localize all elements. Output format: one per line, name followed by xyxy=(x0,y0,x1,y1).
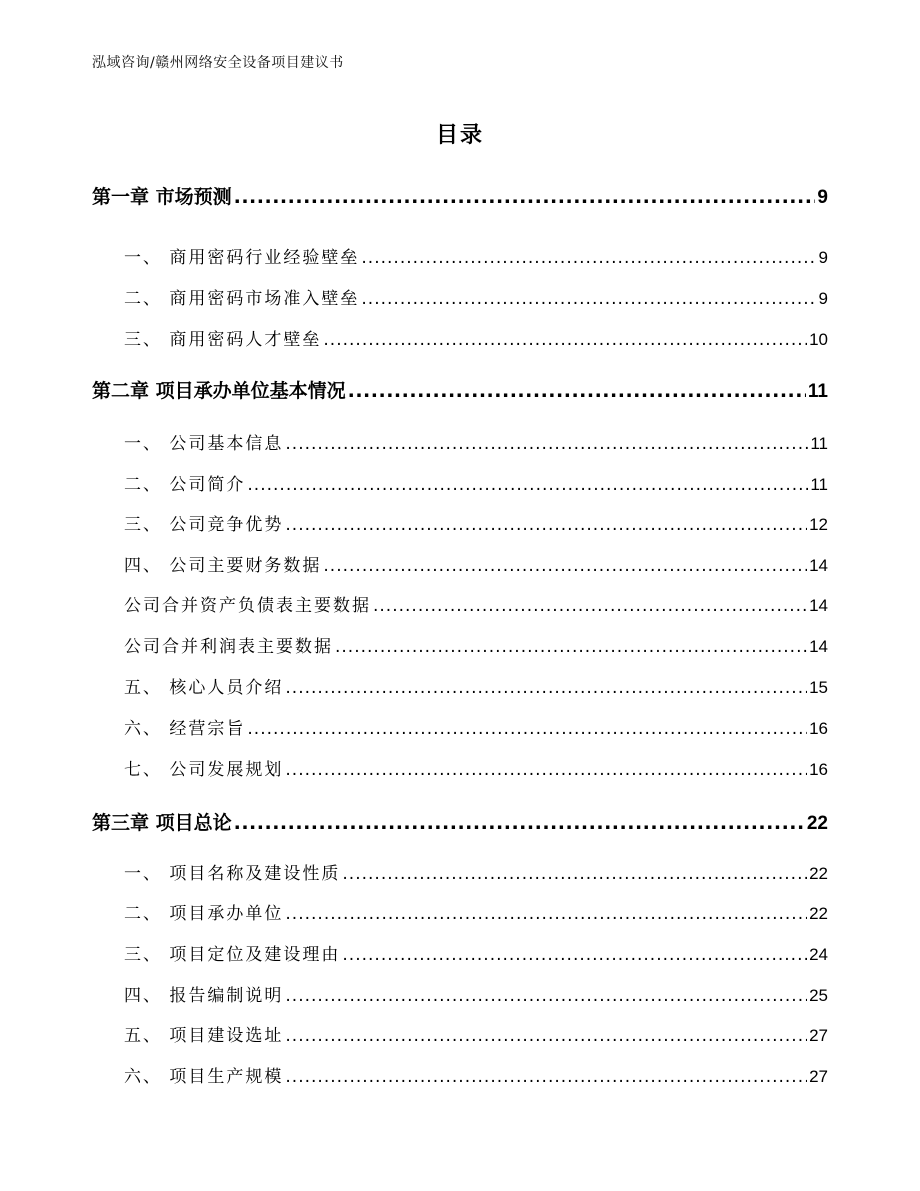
toc-page-number: 24 xyxy=(809,945,828,964)
toc-entry-label: 二、 项目承办单位 xyxy=(124,904,284,924)
toc-dot-leader xyxy=(247,715,807,743)
toc-section-entry[interactable] xyxy=(124,1063,828,1091)
toc-section-entry[interactable] xyxy=(124,674,828,702)
toc-page-number: 22 xyxy=(806,813,828,834)
toc-chapter-entry[interactable] xyxy=(92,183,828,211)
toc-dot-leader xyxy=(285,900,807,928)
toc-section-entry[interactable] xyxy=(124,756,828,784)
toc-dot-leader xyxy=(361,285,816,313)
toc-entry-label: 公司合并资产负债表主要数据 xyxy=(124,596,371,616)
toc-dot-leader xyxy=(285,1022,807,1050)
toc-dot-leader xyxy=(234,183,816,211)
toc-dot-leader xyxy=(285,1063,807,1091)
toc-dot-leader xyxy=(342,860,807,888)
toc-section-entry[interactable] xyxy=(124,552,828,580)
toc-entry-label: 第二章 项目承办单位基本情况 xyxy=(92,380,346,402)
toc-entry-label: 五、 项目建设选址 xyxy=(124,1026,284,1046)
toc-page-number: 27 xyxy=(809,1026,828,1045)
toc-entry-label: 七、 公司发展规划 xyxy=(124,760,284,780)
toc-dot-leader xyxy=(373,592,807,620)
toc-entry-label: 第一章 市场预测 xyxy=(92,186,232,208)
toc-dot-leader xyxy=(247,471,808,499)
toc-section-entry[interactable] xyxy=(124,285,828,313)
toc-page-number: 22 xyxy=(809,904,828,923)
toc-section-entry[interactable] xyxy=(124,326,828,354)
toc-entry-label: 一、 商用密码行业经验壁垒 xyxy=(124,248,360,268)
toc-dot-leader xyxy=(348,377,806,405)
toc-section-entry[interactable] xyxy=(124,982,828,1010)
toc-entry-label: 第三章 项目总论 xyxy=(92,812,232,834)
toc-entry-label: 一、 公司基本信息 xyxy=(124,434,284,454)
toc-dot-leader xyxy=(285,756,807,784)
toc-title: 目录 xyxy=(435,123,484,148)
page-header: 泓域咨询/赣州网络安全设备项目建议书 xyxy=(92,55,344,71)
toc-page-number: 14 xyxy=(809,556,828,575)
toc-section-entry[interactable] xyxy=(124,715,828,743)
toc-page-number: 11 xyxy=(807,381,828,402)
toc-section-entry[interactable] xyxy=(124,1022,828,1050)
toc-dot-leader xyxy=(285,430,808,458)
toc-section-entry[interactable] xyxy=(124,900,828,928)
toc-page-number: 27 xyxy=(809,1067,828,1086)
toc-entry-label: 四、 报告编制说明 xyxy=(124,986,284,1006)
toc-page-number: 15 xyxy=(809,678,828,697)
toc-entry-label: 二、 公司简介 xyxy=(124,475,246,495)
toc-page-number: 12 xyxy=(809,515,828,534)
toc-section-entry[interactable] xyxy=(124,511,828,539)
toc-page-number: 9 xyxy=(818,248,828,267)
toc-section-entry[interactable] xyxy=(124,430,828,458)
toc-page-number: 11 xyxy=(810,434,828,453)
toc-section-entry[interactable] xyxy=(124,860,828,888)
toc-page-number: 14 xyxy=(809,637,828,656)
toc-page-number: 10 xyxy=(809,330,828,349)
toc-entry-label: 三、 项目定位及建设理由 xyxy=(124,945,341,965)
toc-entry-label: 二、 商用密码市场准入壁垒 xyxy=(124,289,360,309)
toc-section-entry[interactable] xyxy=(124,633,828,661)
toc-page-number: 16 xyxy=(809,719,828,738)
toc-entry-label: 六、 项目生产规模 xyxy=(124,1067,284,1087)
toc-dot-leader xyxy=(323,326,807,354)
toc-entry-label: 公司合并利润表主要数据 xyxy=(124,637,333,657)
toc-page-number: 14 xyxy=(809,596,828,615)
toc-entry-label: 三、 商用密码人才壁垒 xyxy=(124,330,322,350)
toc-page-number: 9 xyxy=(818,289,828,308)
toc-dot-leader xyxy=(234,809,805,837)
toc-dot-leader xyxy=(285,674,807,702)
toc-entry-label: 四、 公司主要财务数据 xyxy=(124,556,322,576)
toc-dot-leader xyxy=(342,941,807,969)
toc-entry-label: 六、 经营宗旨 xyxy=(124,719,246,739)
toc-dot-leader xyxy=(285,511,807,539)
toc-chapter-entry[interactable] xyxy=(92,377,828,405)
toc-dot-leader xyxy=(335,633,807,661)
toc-page-number: 22 xyxy=(809,864,828,883)
toc-dot-leader xyxy=(285,982,807,1010)
toc-chapter-entry[interactable] xyxy=(92,809,828,837)
toc-dot-leader xyxy=(361,244,816,272)
toc-section-entry[interactable] xyxy=(124,471,828,499)
toc-section-entry[interactable] xyxy=(124,941,828,969)
toc-page-number: 25 xyxy=(809,986,828,1005)
toc-page-number: 16 xyxy=(809,760,828,779)
toc-page-number: 9 xyxy=(817,187,828,208)
toc-section-entry[interactable] xyxy=(124,592,828,620)
toc-dot-leader xyxy=(323,552,807,580)
toc-entry-label: 一、 项目名称及建设性质 xyxy=(124,864,341,884)
toc-page-number: 11 xyxy=(810,475,828,494)
toc-entry-label: 五、 核心人员介绍 xyxy=(124,678,284,698)
toc-section-entry[interactable] xyxy=(124,244,828,272)
toc-entry-label: 三、 公司竞争优势 xyxy=(124,515,284,535)
